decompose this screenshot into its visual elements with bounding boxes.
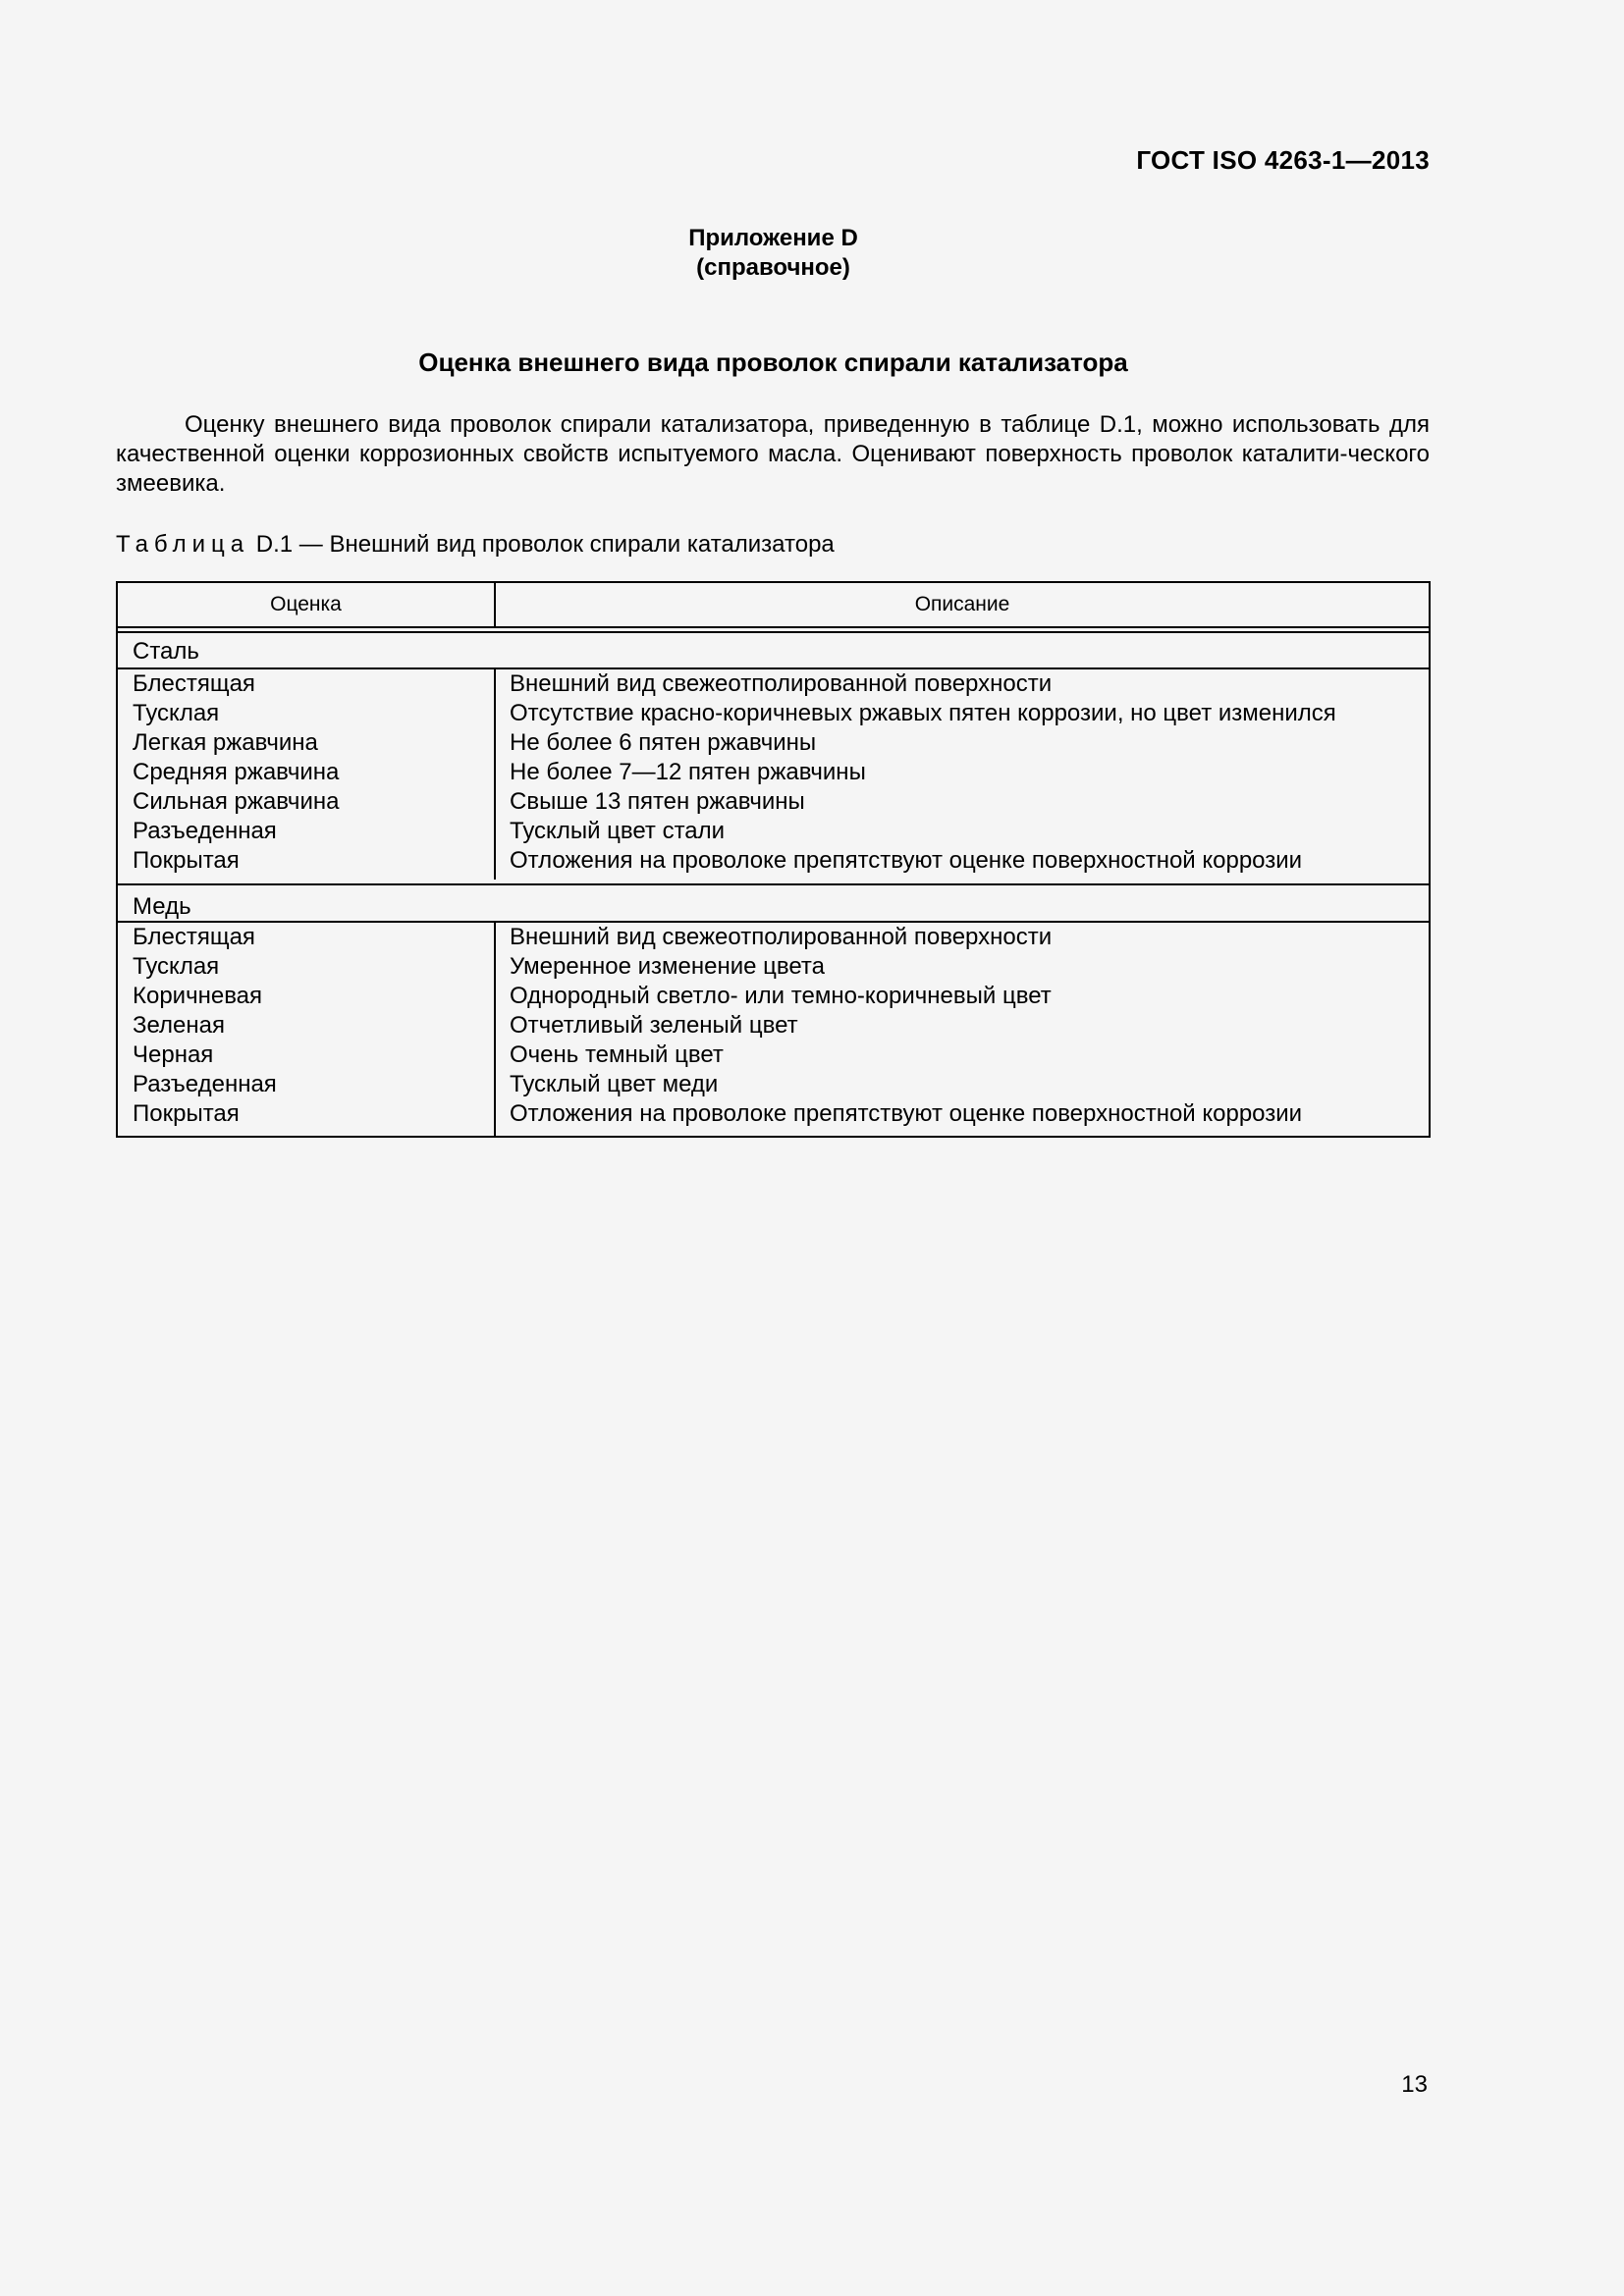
grade-cell: Блестящая xyxy=(133,670,255,697)
header-rule-double xyxy=(118,631,1429,633)
table-row xyxy=(118,982,1429,1011)
table-row xyxy=(118,699,1429,728)
description-cell: Тусклый цвет меди xyxy=(510,1071,719,1097)
header-column-divider xyxy=(494,583,496,626)
group-separator xyxy=(118,883,1429,885)
table-header xyxy=(118,583,1429,626)
table-row xyxy=(118,1041,1429,1070)
table-row xyxy=(118,669,1429,699)
description-cell: Не более 6 пятен ржавчины xyxy=(510,729,817,756)
description-cell: Тусклый цвет стали xyxy=(510,818,726,844)
section-title: Оценка внешнего вида проволок спирали катализатора xyxy=(418,347,1128,377)
grade-cell: Средняя ржавчина xyxy=(133,759,340,785)
table-row xyxy=(118,817,1429,846)
grade-cell: Блестящая xyxy=(133,924,255,950)
annex-status: (справочное) xyxy=(696,254,850,281)
grade-cell: Разъеденная xyxy=(133,1071,277,1097)
grade-cell: Разъеденная xyxy=(133,818,277,844)
table-row xyxy=(118,846,1429,876)
column-header-grade: Оценка xyxy=(270,593,342,615)
table-row xyxy=(118,728,1429,758)
table-row xyxy=(118,758,1429,787)
table-row xyxy=(118,787,1429,817)
description-cell: Внешний вид свежеотполированной поверхности xyxy=(510,670,1053,697)
table-row xyxy=(118,1099,1429,1129)
table-caption-text: D.1 — Внешний вид проволок спирали катализатора xyxy=(255,531,835,558)
description-cell: Отчетливый зеленый цвет xyxy=(510,1012,798,1039)
header-rule xyxy=(118,626,1429,628)
group-label-steel: Сталь xyxy=(133,638,199,665)
intro-paragraph-text: Оценку внешнего вида проволок спирали катализатора, приведенную в таблице D.1, можно использовать для качественной оценки коррозионных свойств испытуемого масла. Оценивают поверхность проволок каталити-ческого змеевика. xyxy=(116,411,1430,497)
description-cell: Отсутствие красно-коричневых ржавых пятен коррозии, но цвет изменился xyxy=(510,700,1336,726)
grade-cell: Зеленая xyxy=(133,1012,225,1039)
annex-title: Приложение D xyxy=(688,225,858,251)
table-row xyxy=(118,952,1429,982)
grade-cell: Тусклая xyxy=(133,953,220,980)
grade-cell: Коричневая xyxy=(133,983,263,1009)
description-cell: Отложения на проволоке препятствуют оценке поверхностной коррозии xyxy=(510,847,1303,874)
grade-cell: Покрытая xyxy=(133,1100,240,1127)
page-number: 13 xyxy=(1401,2071,1428,2098)
description-cell: Свыше 13 пятен ржавчины xyxy=(510,788,805,815)
annex-heading xyxy=(0,224,1546,283)
group-label-copper: Медь xyxy=(133,893,191,920)
description-cell: Внешний вид свежеотполированной поверхности xyxy=(510,924,1053,950)
description-cell: Умеренное изменение цвета xyxy=(510,953,825,980)
table-row xyxy=(118,1011,1429,1041)
appearance-table xyxy=(116,581,1431,1138)
intro-paragraph xyxy=(116,410,1430,499)
table-caption-prefix: Таблица xyxy=(116,531,250,558)
description-cell: Очень темный цвет xyxy=(510,1041,724,1068)
grade-cell: Покрытая xyxy=(133,847,240,874)
rows-steel xyxy=(118,669,1429,876)
column-header-description: Описание xyxy=(914,593,1010,615)
table-row xyxy=(118,1070,1429,1099)
description-cell: Не более 7—12 пятен ржавчины xyxy=(510,759,866,785)
grade-cell: Черная xyxy=(133,1041,214,1068)
description-cell: Отложения на проволоке препятствуют оценке поверхностной коррозии xyxy=(510,1100,1303,1127)
table-caption xyxy=(116,531,835,559)
rows-copper xyxy=(118,923,1429,1129)
table-row xyxy=(118,923,1429,952)
grade-cell: Сильная ржавчина xyxy=(133,788,340,815)
grade-cell: Тусклая xyxy=(133,700,220,726)
description-cell: Однородный светло- или темно-коричневый цвет xyxy=(510,983,1052,1009)
document-code: ГОСТ ISO 4263-1—2013 xyxy=(1136,145,1430,175)
grade-cell: Легкая ржавчина xyxy=(133,729,318,756)
